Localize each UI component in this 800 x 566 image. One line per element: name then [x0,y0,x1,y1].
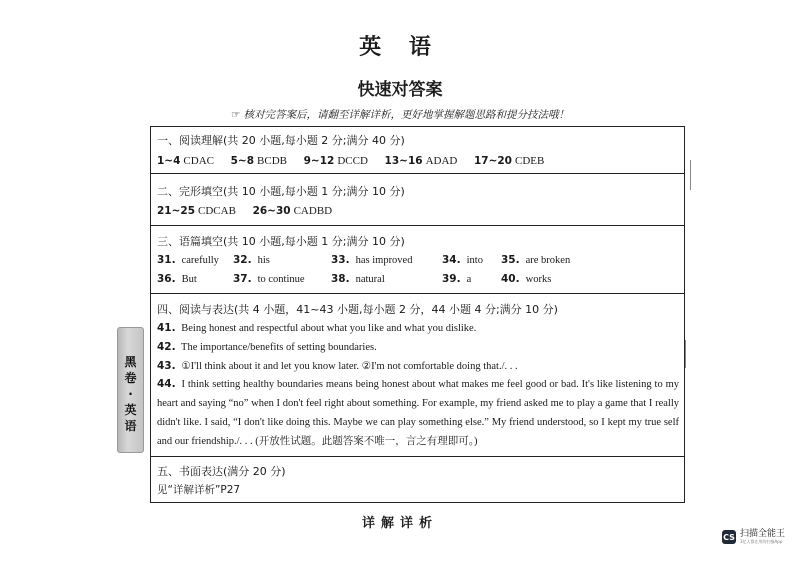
answer-item: 36. But [157,273,197,285]
answer-box [150,126,685,503]
answer-43: 43. ①I'll think about it and let you know later. ②I'm not comfortable doing that./. . . [157,360,518,372]
section-writing [151,457,684,502]
margin-mark [690,160,691,190]
answer-41: 41. Being honest and respectful about what you like and what you dislike. [157,322,477,334]
watermark-name: 扫描全能王 [740,529,786,539]
hint-text: 核对完答案后，请翻至详解详析，更好地掌握解题思路和提分技法哦！ [243,109,569,121]
section-cloze [151,174,684,226]
question-range: 5~8 [230,155,255,167]
section-heading: 四、阅读与表达(共 4 小题，41~43 小题,每小题 2 分，44 小题 4 分;满分 10 分) [157,303,558,316]
answer-item: 37. to continue [233,273,305,285]
writing-reference: 见“详解详析”P27 [157,484,241,496]
answer-item: 33. has improved [331,254,413,266]
answer: BCDB [257,155,287,167]
answer: ADAD [425,155,458,167]
answer: CDCAB [198,205,236,217]
answer-44: 44. I think setting healthy boundaries means being honest about what makes me feel good or bad. It's like listening to my heart and saying “no” when I don't feel right about something. For example, my friend asked me to play a game that I really didn't like. I said, “I don't like doing this. Maybe we can play something else.” My friend understood, so I kept my true self and our friendship./. . . (开放性试题。此题答案不唯一，言之有理即可。) [157,378,679,447]
camscanner-logo-icon: CS [722,530,736,544]
page-subtitle: 快速对答案 [357,80,443,100]
watermark-sub: 3亿人都在用的扫描App [740,539,783,544]
section-heading: 二、完形填空(共 10 小题,每小题 1 分;满分 10 分) [157,185,405,198]
next-page-heading-cut: 详解详析 [361,516,438,531]
answer: CDEB [515,155,545,167]
answer: CDAC [183,155,214,167]
section-reading [151,127,684,174]
side-tab-char: 黑 [124,355,137,369]
side-tab-char: 卷 [124,371,137,385]
question-range: 1~4 [157,155,181,167]
section-fill-in [151,226,684,294]
section-heading: 一、阅读理解(共 20 小题,每小题 2 分;满分 40 分) [157,134,405,147]
answer-row [157,205,346,217]
pointing-hand-icon: ☞ [231,109,241,121]
answer-item: 39. a [442,273,472,285]
answer-item: 34. into [442,254,483,266]
question-range: 13~16 [384,155,423,167]
side-tab [117,327,144,453]
answer-item: 40. works [501,273,552,285]
answer: CADBD [293,205,333,217]
page-title: 英 语 [359,34,441,60]
section-reading-expression [151,294,684,457]
side-tab-char: 英 [124,403,137,417]
section-heading: 三、语篇填空(共 10 小题,每小题 1 分;满分 10 分) [157,235,405,248]
question-range: 26~30 [252,205,291,217]
side-tab-char: 语 [124,419,137,433]
hint-line [0,107,800,122]
answer-item: 35. are broken [501,254,571,266]
answer-item: 38. natural [331,273,385,285]
scanner-watermark [722,530,785,544]
answer-item: 31. carefully [157,254,219,266]
question-range: 17~20 [473,155,512,167]
answer-item: 32. his [233,254,270,266]
section-heading: 五、书面表达(满分 20 分) [157,465,286,478]
answer-42: 42. The importance/benefits of setting boundaries. [157,341,377,353]
side-tab-char: · [128,387,133,401]
answer-row [157,155,558,167]
answer: DCCD [337,155,368,167]
question-range: 9~12 [303,155,335,167]
question-range: 21~25 [157,205,196,217]
